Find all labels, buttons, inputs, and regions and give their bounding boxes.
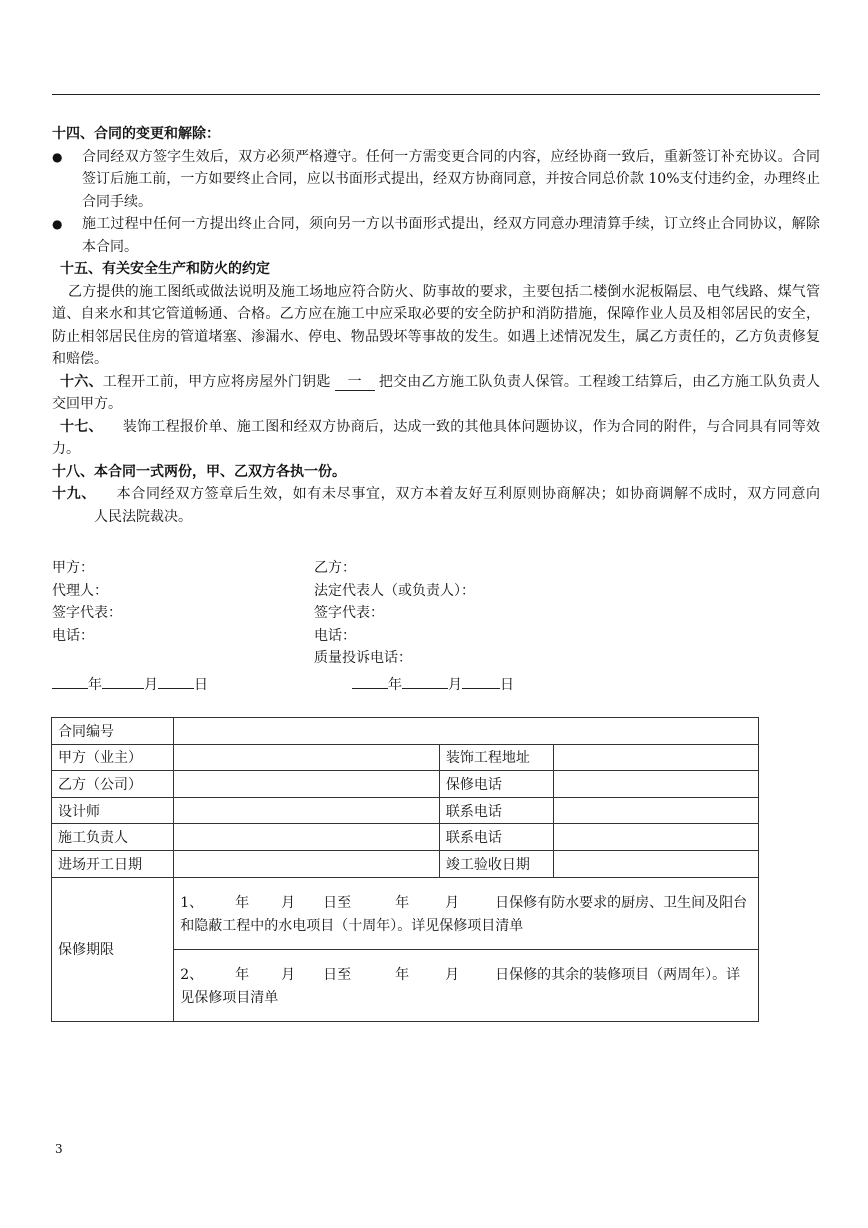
designer-label: 设计师 <box>52 797 174 824</box>
party-a-label: 甲方： <box>52 560 94 576</box>
page-number: 3 <box>55 1142 63 1156</box>
section-17-label: 十七、 <box>60 418 103 435</box>
table-row <box>52 771 759 798</box>
section-19-pre: 本合同经双方签章后生效，如有未尽事宜，双方本着友好互利原则协商解决；如协商调解不成时，双方同意向 <box>116 486 820 502</box>
warranty-label: 保修期限 <box>52 877 174 1021</box>
section-17 <box>52 416 820 461</box>
section-15-title: 十五、有关安全生产和防火的约定 <box>60 261 270 277</box>
date-line-b: 年 月 日 <box>352 675 514 695</box>
party-b-label: 乙方： <box>314 560 356 576</box>
repair-phone-label: 保修电话 <box>439 771 553 798</box>
table-row <box>52 850 759 877</box>
contact-phone-value[interactable] <box>553 824 758 851</box>
bullet-icon: ● <box>52 149 63 164</box>
sign-a-label: 签字代表： <box>52 605 122 621</box>
warranty-item-2: 2、 年 月 日至 年 月 日保修的其余的装修项目（两周年）。详见保修项目清单 <box>174 949 759 1021</box>
complaint-phone-label: 质量投诉电话： <box>314 650 412 666</box>
contract-info-table <box>51 717 759 1022</box>
bullet-item <box>52 146 820 214</box>
section-15-body: 乙方提供的施工图纸或做法说明及施工场地应符合防火、防事故的要求，主要包括二楼倒水泥板隔层、电气线路、煤气管道、自来水和其它管道畅通、合格。乙方应在施工中应采取必要的安全防护和消防措施，保障作业人员及相邻居民的安全，防止相邻居民住房的管道堵塞、渗漏水、停电、物品毁坏等事故的发生。如遇上述情况发生，属乙方责任的，乙方负责修复和赔偿。 <box>52 283 820 367</box>
address-value[interactable] <box>553 744 758 771</box>
phone-a-label: 电话： <box>52 627 94 644</box>
section-18 <box>52 461 820 484</box>
accept-date-value[interactable] <box>553 850 758 877</box>
warranty-item-1: 1、 年 月 日至 年 月 日保修有防水要求的厨房、卫生间及阳台和隐蔽工程中的水电项目（十周年）。详见保修项目清单 <box>174 877 759 949</box>
section-14-title: 十四、合同的变更和解除： <box>52 126 220 142</box>
address-label: 装饰工程地址 <box>439 744 553 771</box>
contact-phone-label: 联系电话 <box>439 824 553 851</box>
section-16 <box>52 371 820 416</box>
contract-no-label: 合同编号 <box>52 718 174 745</box>
table-row <box>52 718 759 745</box>
repair-phone-value[interactable] <box>553 771 758 798</box>
table-row <box>52 744 759 771</box>
contact-phone-value[interactable] <box>553 797 758 824</box>
section-19-post: 人民法院裁决。 <box>94 508 192 525</box>
party-a-cell: 甲方（业主） <box>52 744 174 771</box>
bullet-icon: ● <box>52 217 63 231</box>
bullet-text: 合同经双方签字生效后，双方必须严格遵守。任何一方需变更合同的内容，应经协商一致后，重新签订补充协议。合同签订后施工前，一方如要终止合同，应以书面形式提出，经双方协商同意，并按合同总价款 10%支付违约金，办理终止合同手续。 <box>82 148 820 210</box>
table-row <box>52 797 759 824</box>
bullet-text: 施工过程中任何一方提出终止合同，须向另一方以书面形式提出，经双方同意办理清算手续，订立终止合同协议，解除本合同。 <box>82 216 820 255</box>
header-rule <box>52 94 820 95</box>
bullet-item <box>52 213 820 258</box>
site-manager-value[interactable] <box>174 824 440 851</box>
contact-phone-label: 联系电话 <box>439 797 553 824</box>
sign-b-label: 签字代表： <box>314 605 384 621</box>
party-b-value[interactable] <box>174 771 440 798</box>
legal-rep-label: 法定代表人（或负责人）： <box>314 582 475 599</box>
designer-value[interactable] <box>174 797 440 824</box>
signature-block <box>52 557 820 670</box>
section-19 <box>52 483 820 528</box>
start-date-value[interactable] <box>174 850 440 877</box>
table-row <box>52 824 759 851</box>
start-date-label: 进场开工日期 <box>52 850 174 877</box>
phone-b-label: 电话： <box>314 627 356 644</box>
contract-body <box>52 123 820 528</box>
section-16-pre: 工程开工前，甲方应将房屋外门钥匙 <box>102 373 331 390</box>
agent-label: 代理人： <box>52 582 108 599</box>
table-row <box>52 877 759 949</box>
key-count-blank: 一 <box>335 374 375 391</box>
site-manager-label: 施工负责人 <box>52 824 174 851</box>
section-16-post: 把交由乙方施工队负责人保管。工程竣工结算后，由乙方施工队负责人交回甲方。 <box>52 373 821 412</box>
party-b-cell: 乙方（公司） <box>52 771 174 798</box>
accept-date-label: 竣工验收日期 <box>439 850 553 877</box>
date-line-a: 年 月 日 <box>52 675 208 695</box>
contract-no-value[interactable] <box>174 718 759 745</box>
section-19-label: 十九、 <box>52 486 96 502</box>
section-17-body: 装饰工程报价单、施工图和经双方协商后，达成一致的其他具体问题协议，作为合同的附件，与合同具有同等效力。 <box>52 418 821 457</box>
party-a-value[interactable] <box>174 744 440 771</box>
section-16-label: 十六、 <box>60 373 103 390</box>
section-18-text: 十八、本合同一式两份，甲、乙双方各执一份。 <box>52 463 346 480</box>
